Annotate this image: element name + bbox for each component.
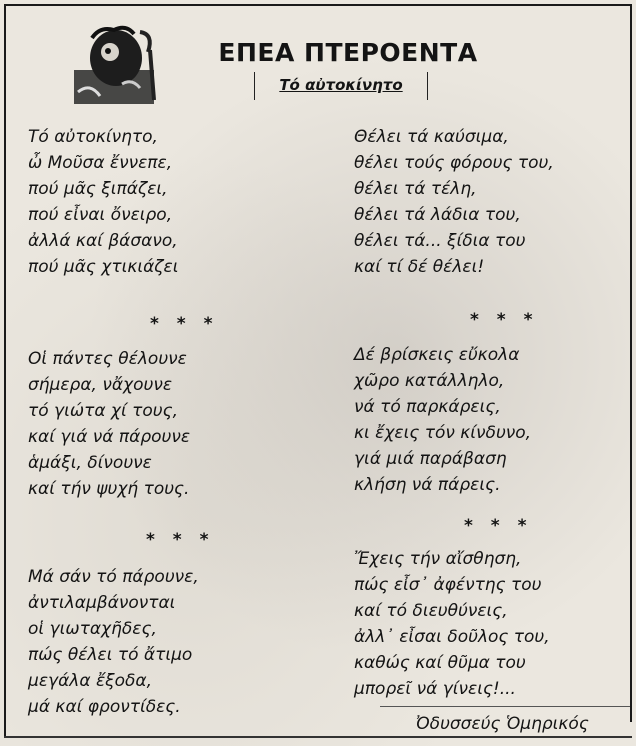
verse-line: μεγάλα ἔξοδα, (28, 671, 153, 691)
verse-line: ἀλλά καί βάσανο, (28, 231, 178, 251)
frame-right-border (630, 4, 632, 722)
frame-left-border (4, 4, 6, 738)
right-stanza-3 (354, 546, 550, 702)
stanza-separator: * * * (146, 530, 215, 550)
verse-line: Δέ βρίσκεις εὔκολα (354, 345, 520, 365)
signature-rule (380, 706, 630, 707)
author-signature: Ὀδυσσεύς Ὁμηρικός (416, 714, 589, 734)
left-stanza-1 (28, 124, 179, 280)
verse-line: οἱ γιωταχῆδες, (28, 619, 157, 639)
verse-line: κλήση νά πάρεις. (354, 475, 501, 495)
verse-line: θέλει τά τέλη, (354, 179, 477, 199)
right-stanza-1 (354, 124, 554, 280)
verse-line: μά καί φροντίδες. (28, 697, 181, 717)
verse-line: Θέλει τά καύσιμα, (354, 127, 509, 147)
frame-bottom-border (4, 736, 632, 738)
verse-line: καί τήν ψυχή τους. (28, 479, 190, 499)
verse-line: Οἱ πάντες θέλουνε (28, 349, 187, 369)
verse-line: καθώς καί θῦμα του (354, 653, 526, 673)
verse-line: πού μᾶς ξιπάζει, (28, 179, 168, 199)
page-title: ΕΠΕΑ ΠΤΕΡΟΕΝΤΑ (218, 38, 478, 67)
verse-line: καί τό διευθύνεις, (354, 601, 508, 621)
verse-line: πού μᾶς χτικιάζει (28, 257, 179, 277)
stanza-separator: * * * (470, 310, 539, 330)
verse-line: κι ἔχεις τόν κίνδυνο, (354, 423, 532, 443)
verse-line: καί τί δέ θέλει! (354, 257, 485, 277)
verse-line: ὦ Μοῦσα ἔννεπε, (28, 153, 173, 173)
verse-line: πώς εἶσ᾽ ἀφέντης του (354, 575, 542, 595)
poem-title: Τό αὐτοκίνητο (279, 76, 403, 94)
right-stanza-2 (354, 342, 531, 498)
verse-line: ἀλλ᾽ εἶσαι δοῦλος του, (354, 627, 550, 647)
left-stanza-2 (28, 346, 190, 502)
drawn-figure-logo (70, 22, 170, 108)
frame-top-border (4, 4, 632, 6)
verse-line: ἀντιλαμβάνονται (28, 593, 176, 613)
verse-line: χῶρο κατάλληλο, (354, 371, 505, 391)
stanza-separator: * * * (464, 516, 533, 536)
verse-line: Τό αὐτοκίνητο, (28, 127, 158, 147)
verse-line: ἁμάξι, δίνουνε (28, 453, 152, 473)
verse-line: καί γιά νά πάρουνε (28, 427, 191, 447)
verse-line: νά τό παρκάρεις, (354, 397, 501, 417)
verse-line: Μά σάν τό πάρουνε, (28, 567, 199, 587)
stanza-separator: * * * (150, 314, 219, 334)
verse-line: σήμερα, νἄχουνε (28, 375, 173, 395)
verse-line: θέλει τά λάδια του, (354, 205, 521, 225)
verse-line: μπορεῖ νά γίνεις!... (354, 679, 516, 699)
verse-line: πώς θέλει τό ἄτιμο (28, 645, 193, 665)
verse-line: θέλει τά... ξίδια του (354, 231, 526, 251)
verse-line: γιά μιά παράβαση (354, 449, 507, 469)
verse-line: θέλει τούς φόρους του, (354, 153, 554, 173)
verse-line: πού εἶναι ὄνειρο, (28, 205, 173, 225)
verse-line: τό γιώτα χί τους, (28, 401, 179, 421)
left-stanza-3 (28, 564, 199, 720)
verse-line: Ἔχεις τήν αἴσθηση, (354, 549, 522, 569)
